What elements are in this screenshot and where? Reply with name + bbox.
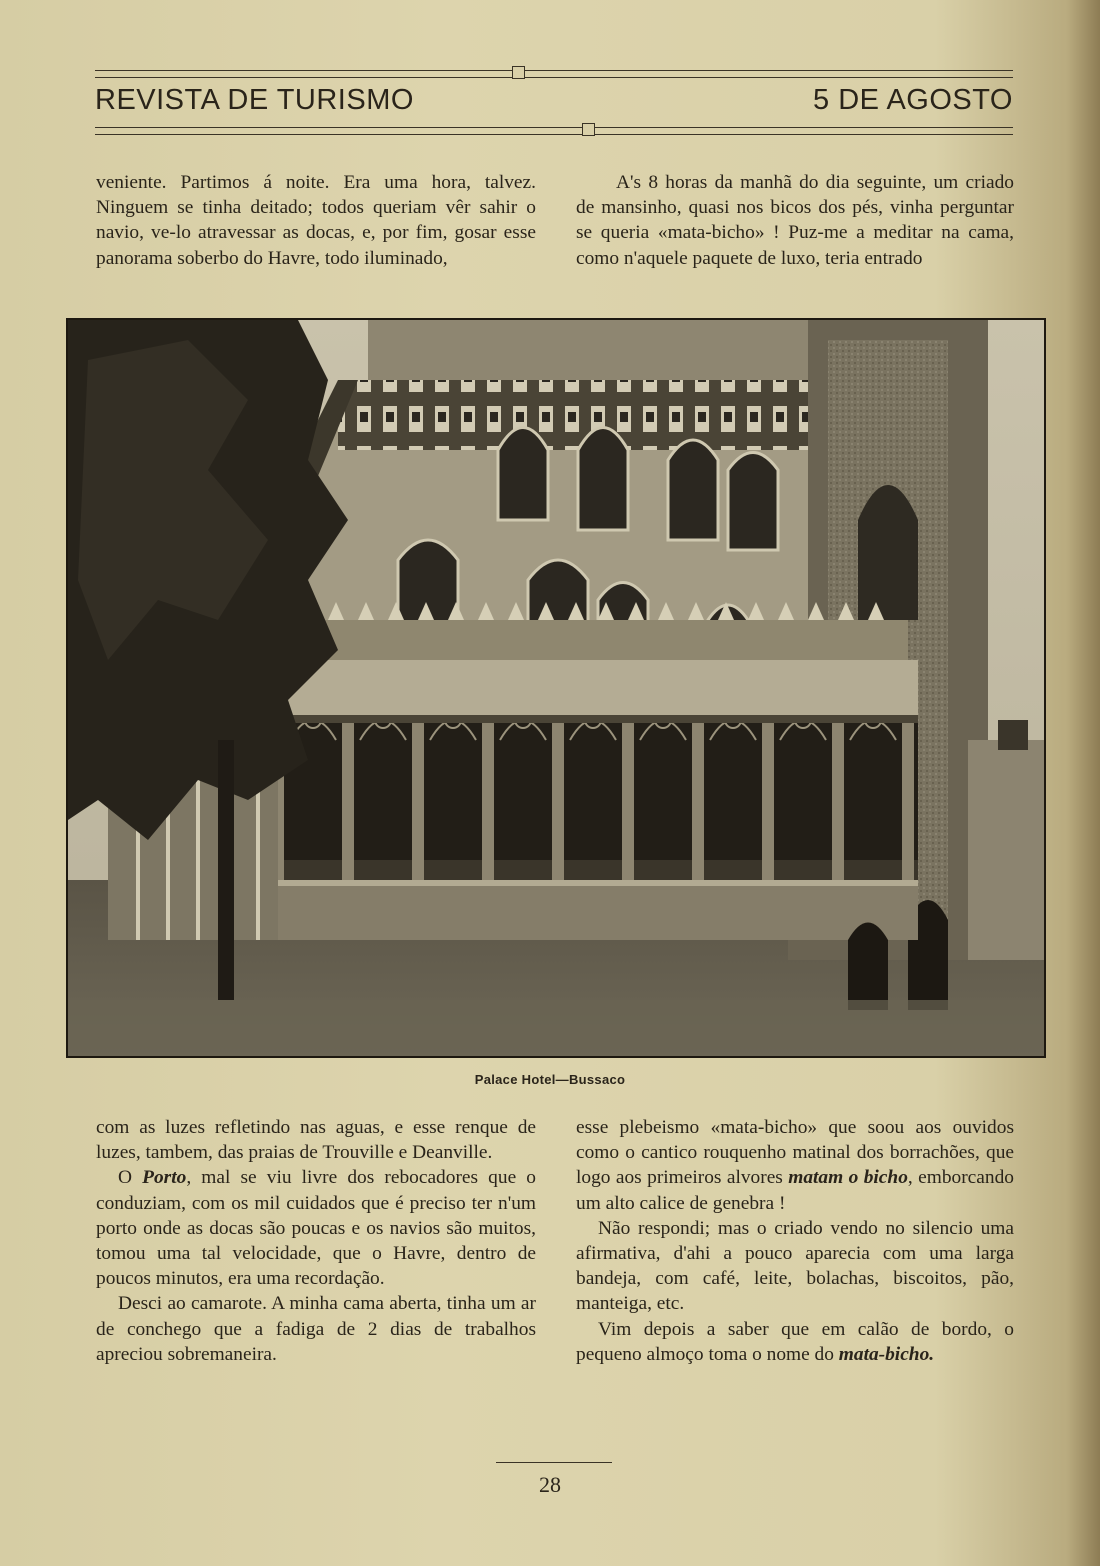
emphasis: mata-bicho. [838,1343,935,1365]
paragraph: com as luzes refletindo nas aguas, e esse renque de luzes, tambem, das praias de Trouville e Deanville. [96,1117,536,1164]
paragraph: Desci ao camarote. A minha cama aberta, tinha um ar de conchego que a fadiga de 2 dias de trabalhos apreciou sobremaneira. [96,1293,536,1365]
publication-title: REVISTA DE TURISMO [95,84,414,116]
ship-name: Porto [142,1167,187,1189]
palace-hotel-photo [66,318,1046,1058]
header-top-rule [95,66,1013,80]
paragraph: Não respondi; mas o criado vendo no silencio uma afirmativa, d'ahi a pouco aparecia com uma larga bandeja, com café, leite, bolachas, biscoitos, pão, manteiga, etc. [576,1217,1014,1315]
bottom-right-column [576,1115,1014,1445]
issue-date: 5 DE AGOSTO [813,84,1013,116]
header-bottom-rule [95,123,1013,137]
top-right-column [576,170,1014,298]
top-left-column [96,170,536,298]
bottom-left-column [96,1115,536,1445]
page-number: 28 [539,1472,561,1497]
paragraph: esse plebeismo «mata-bicho» que soou aos ouvidos como o cantico rouquenho matinal dos borrachões, que logo aos primeiros alvores matam o bicho, emborcando um alto calice de genebra ! [576,1117,1014,1214]
paragraph: Vim depois a saber que em calão de bordo, o pequeno almoço toma o nome do mata-bicho. [576,1318,1014,1365]
top-left-text: veniente. Partimos á noite. Era uma hora, talvez. Ninguem se tinha deitado; todos queriam vêr sahir o navio, ve-lo atravessar as docas, e, por fim, gosar esse panorama soberbo do Havre, todo iluminado, [96,172,536,269]
page-header [95,84,1013,120]
top-right-text: A's 8 horas da manhã do dia seguinte, um criado de mansinho, quasi nos bicos dos pés, vinha perguntar se queria «mata-bicho» ! Puz-me a meditar na cama, como n'aquele paquete de luxo, teria entrado [576,172,1014,269]
photo-caption: Palace Hotel—Bussaco [474,1072,626,1087]
emphasis: matam o bicho [788,1167,908,1189]
paragraph: O Porto, mal se viu livre dos rebocadores que o conduziam, com os mil cuidados que é preciso ter n'um porto onde as docas são poucas e os navios são muitos, tomou uma tal velocidade, que o Havre, dentro de poucos minutos, era uma recordação. [96,1167,537,1290]
footer-rule [496,1462,612,1463]
